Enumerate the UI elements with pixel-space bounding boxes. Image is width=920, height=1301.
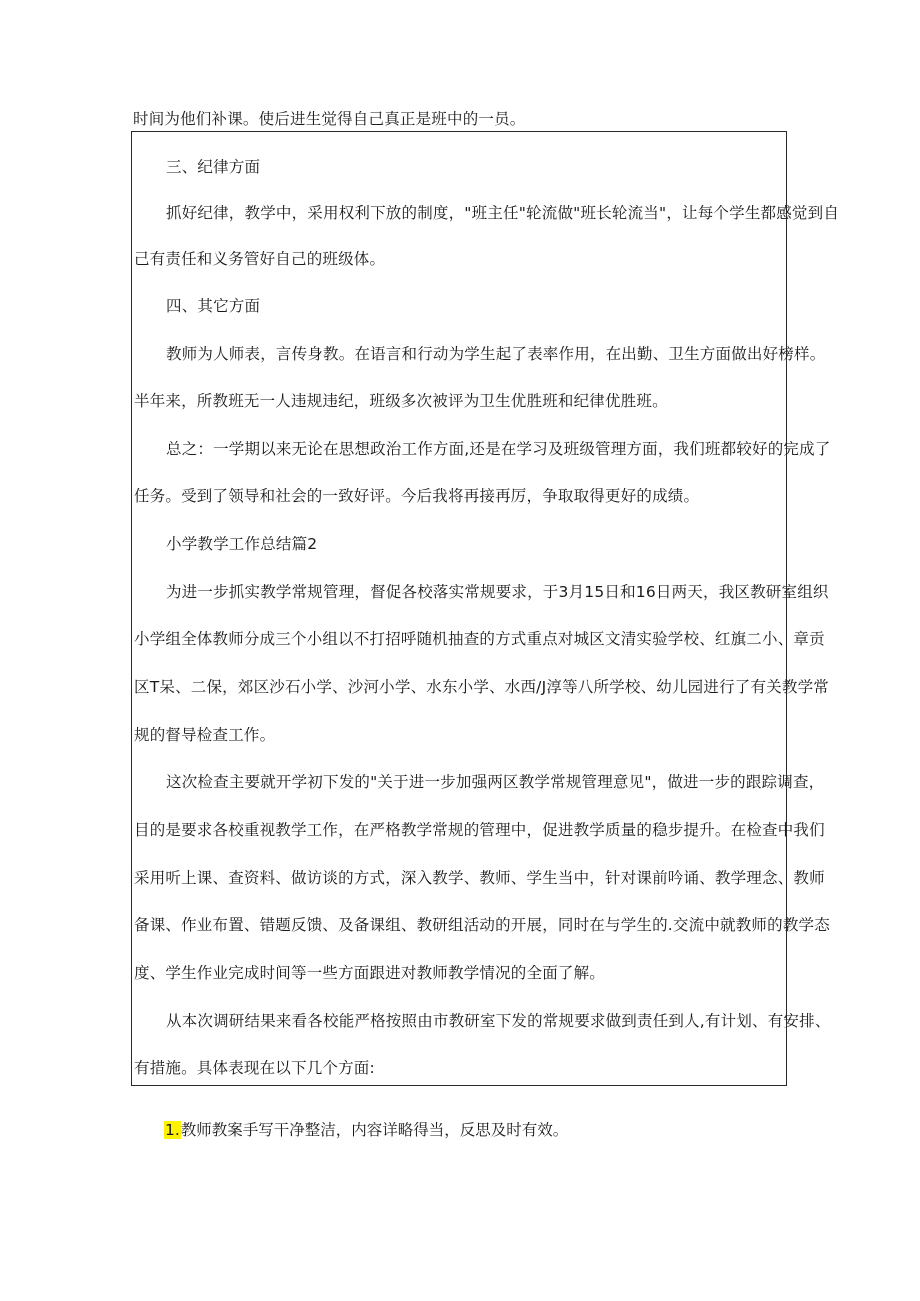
bordered-content-box bbox=[131, 131, 840, 1086]
paragraph-line: 规的督导检查工作。 bbox=[134, 726, 276, 744]
paragraph-line: 这次检查主要就开学初下发的"关于进一步加强两区教学常规管理意见"，做进一步的跟踪调查， bbox=[166, 773, 825, 791]
continuation-line: 时间为他们补课。使后进生觉得自己真正是班中的一员。 bbox=[133, 110, 526, 128]
heading-discipline: 三、纪律方面 bbox=[166, 158, 261, 176]
paragraph-line: 有措施。具体表现在以下几个方面: bbox=[134, 1059, 375, 1077]
paragraph-line: 为进一步抓实教学常规管理，督促各校落实常规要求，于3月15日和16日两天，我区教研室组织 bbox=[166, 583, 829, 601]
paragraph-line: 备课、作业布置、错题反馈、及备课组、教研组活动的开展，同时在与学生的.交流中就教师的教学态 bbox=[134, 916, 830, 934]
paragraph-line: 教师为人师表，言传身教。在语言和行动为学生起了表率作用，在出勤、卫生方面做出好榜样。 bbox=[166, 345, 826, 363]
paragraph-line: 采用听上课、查资料、做访谈的方式，深入教学、教师、学生当中，针对课前吟诵、教学理念、教师 bbox=[134, 869, 825, 887]
section-title: 小学教学工作总结篇2 bbox=[166, 535, 318, 553]
paragraph-line: 半年来，所教班无一人违规违纪，班级多次被评为卫生优胜班和纪律优胜班。 bbox=[134, 392, 668, 410]
paragraph-line: 度、学生作业完成时间等一些方面跟进对教师教学情况的全面了解。 bbox=[134, 964, 606, 982]
paragraph-line: 目的是要求各校重视教学工作，在严格教学常规的管理中，促进教学质量的稳步提升。在检查中我们 bbox=[134, 821, 825, 839]
list-item bbox=[164, 1120, 568, 1140]
paragraph-line: 小学组全体教师分成三个小组以不打招呼随机抽查的方式重点对城区文清实验学校、红旗二小、章贡 bbox=[134, 630, 825, 648]
heading-other: 四、其它方面 bbox=[166, 297, 261, 315]
paragraph-line: 区T呆、二保，郊区沙石小学、沙河小学、水东小学、水西/J淳等八所学校、幼儿园进行了有关教学常 bbox=[134, 678, 829, 696]
paragraph-line: 从本次调研结果来看各校能严格按照由市教研室下发的常规要求做到责任到人,有计划、有安排、 bbox=[166, 1012, 831, 1030]
paragraph-line: 任务。受到了领导和社会的一致好评。今后我将再接再厉，争取取得更好的成绩。 bbox=[134, 487, 700, 505]
list-item-text: 教师教案手写干净整洁，内容详略得当，反思及时有效。 bbox=[180, 1121, 569, 1139]
paragraph-line: 总之：一学期以来无论在思想政治工作方面,还是在学习及班级管理方面，我们班都较好的完成了 bbox=[166, 440, 831, 458]
paragraph-line: 抓好纪律，教学中，采用权利下放的制度，"班主任"轮流做"班长轮流当"，让每个学生都感觉到自 bbox=[166, 204, 840, 222]
paragraph-line: 己有责任和义务管好自己的班级体。 bbox=[134, 250, 386, 268]
list-number: 1. bbox=[165, 1121, 180, 1139]
